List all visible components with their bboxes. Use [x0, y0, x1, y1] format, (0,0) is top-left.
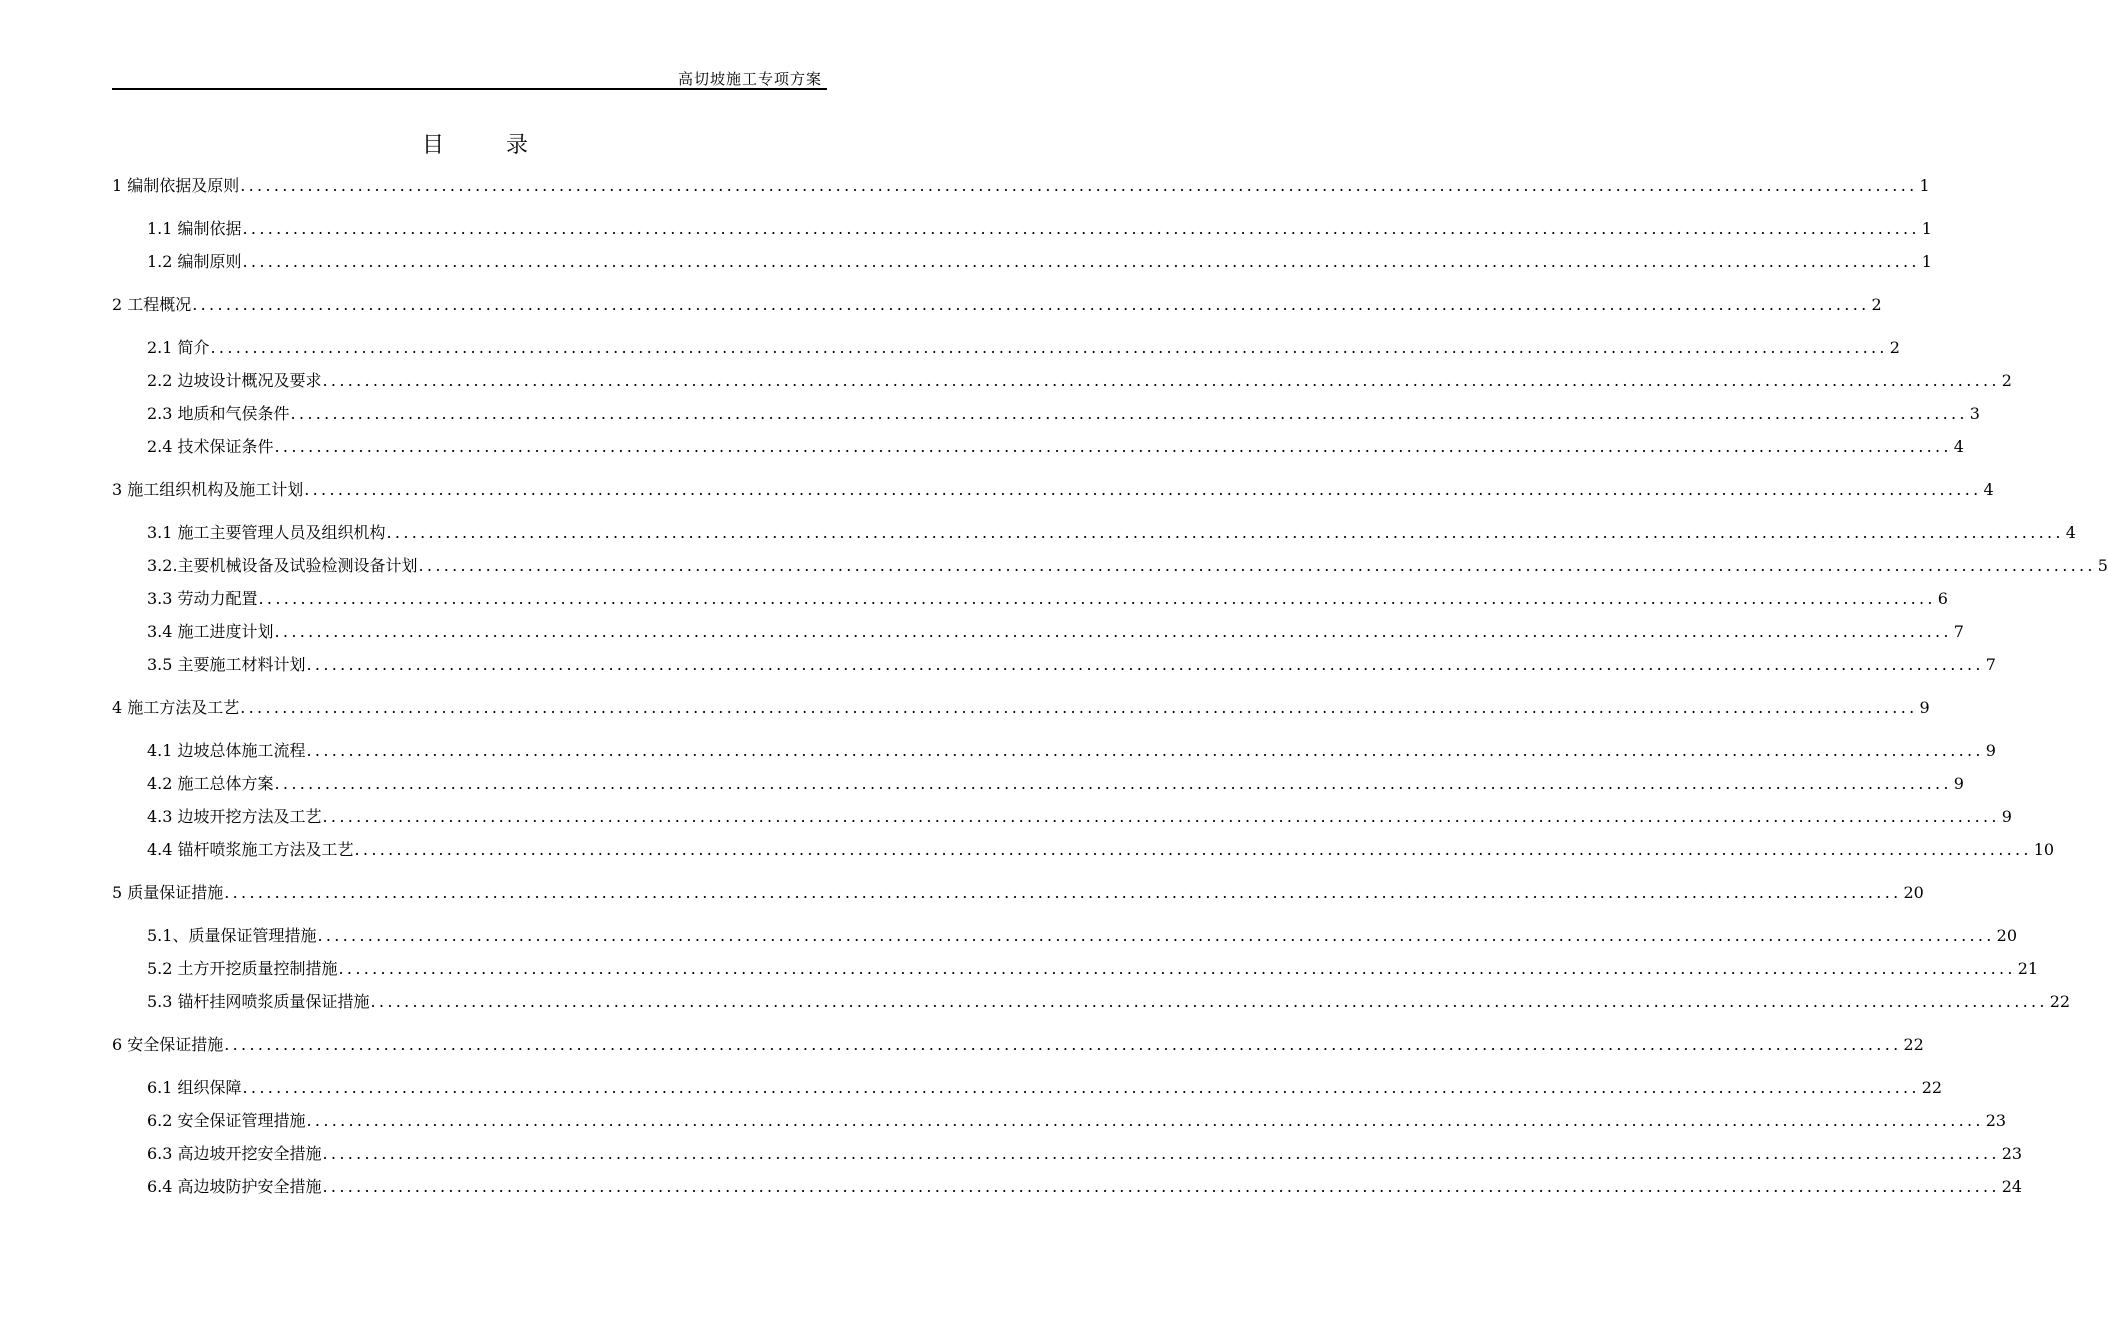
- dot-leader: ........................................................................................................................................................................................................: [240, 698, 1918, 717]
- toc-entry-page-number: 3: [1969, 404, 1980, 423]
- toc-entry-label: 5.1、质量保证管理措施: [147, 926, 317, 945]
- toc-entry[interactable]: [147, 957, 2039, 981]
- toc-entry-page-number: 1: [1919, 176, 1930, 195]
- toc-entry-page-number: 22: [1921, 1078, 1943, 1097]
- toc-entry[interactable]: [147, 1109, 2007, 1133]
- dot-leader: ........................................................................................................................................................................................................: [418, 556, 2096, 575]
- toc-entry-label: 1 编制依据及原则: [112, 176, 240, 195]
- toc-entry-page-number: 9: [1985, 741, 1996, 760]
- toc-entry-label: 3.3 劳动力配置: [147, 589, 258, 608]
- toc-entry[interactable]: [147, 772, 1964, 796]
- dot-leader: ........................................................................................................................................................................................................: [322, 371, 2000, 390]
- toc-entry-label: 2.3 地质和气侯条件: [147, 404, 290, 423]
- toc-entry[interactable]: [147, 838, 2055, 862]
- dot-leader: ........................................................................................................................................................................................................: [240, 176, 1918, 195]
- toc-entry-label: 3.5 主要施工材料计划: [147, 655, 306, 674]
- toc-entry-label: 3 施工组织机构及施工计划: [112, 480, 304, 499]
- toc-entry[interactable]: [112, 1033, 1924, 1057]
- toc-entry-page-number: 20: [1996, 926, 2017, 945]
- dot-leader: ........................................................................................................................................................................................................: [210, 338, 1888, 357]
- toc-entry[interactable]: [147, 620, 1964, 644]
- toc-entry-page-number: 2: [2001, 371, 2012, 390]
- toc-entry[interactable]: [112, 293, 1882, 317]
- toc-entry-label: 2 工程概况: [112, 295, 192, 314]
- toc-entry[interactable]: [112, 174, 1930, 198]
- toc-entry-page-number: 9: [2001, 807, 2012, 826]
- toc-entry-page-number: 9: [1919, 698, 1930, 717]
- toc-entry[interactable]: [147, 521, 2076, 545]
- toc-entry[interactable]: [147, 924, 2017, 948]
- toc-entry-label: 6.2 安全保证管理措施: [147, 1111, 306, 1130]
- dot-leader: ........................................................................................................................................................................................................: [338, 959, 2016, 978]
- toc-entry[interactable]: [147, 336, 1900, 360]
- dot-leader: ........................................................................................................................................................................................................: [258, 589, 1936, 608]
- toc-entry-page-number: 1: [1921, 219, 1932, 238]
- toc-entry-page-number: 7: [1953, 622, 1964, 641]
- toc-entry[interactable]: [147, 1076, 1943, 1100]
- toc-entry[interactable]: [147, 1175, 2023, 1199]
- toc-entry-page-number: 4: [1983, 480, 1994, 499]
- toc-entry-label: 3.1 施工主要管理人员及组织机构: [147, 523, 386, 542]
- dot-leader: ........................................................................................................................................................................................................: [274, 774, 1952, 793]
- dot-leader: ........................................................................................................................................................................................................: [322, 807, 2000, 826]
- toc-entry-page-number: 21: [2017, 959, 2039, 978]
- dot-leader: ........................................................................................................................................................................................................: [306, 655, 1984, 674]
- toc-entry-page-number: 22: [1903, 1035, 1924, 1054]
- dot-leader: ........................................................................................................................................................................................................: [322, 1177, 2000, 1196]
- dot-leader: ........................................................................................................................................................................................................: [242, 219, 1920, 238]
- toc-entry[interactable]: [112, 881, 1924, 905]
- toc-entry-label: 6.1 组织保障: [147, 1078, 242, 1097]
- dot-leader: ........................................................................................................................................................................................................: [242, 1078, 1920, 1097]
- dot-leader: ........................................................................................................................................................................................................: [306, 741, 1984, 760]
- dot-leader: ........................................................................................................................................................................................................: [370, 992, 2048, 1011]
- toc-entry[interactable]: [147, 653, 1996, 677]
- toc-entry-page-number: 7: [1985, 655, 1996, 674]
- dot-leader: ........................................................................................................................................................................................................: [322, 1144, 2000, 1163]
- dot-leader: ........................................................................................................................................................................................................: [354, 840, 2032, 859]
- toc-entry-page-number: 23: [1985, 1111, 2007, 1130]
- toc-entry[interactable]: [147, 402, 1980, 426]
- toc-entry-label: 6 安全保证措施: [112, 1035, 224, 1054]
- toc-entry-label: 5 质量保证措施: [112, 883, 224, 902]
- toc-entry-page-number: 5: [2097, 556, 2108, 575]
- toc-entry-label: 1.1 编制依据: [147, 219, 242, 238]
- dot-leader: ........................................................................................................................................................................................................: [290, 404, 1968, 423]
- toc-entry-label: 2.2 边坡设计概况及要求: [147, 371, 322, 390]
- dot-leader: ........................................................................................................................................................................................................: [192, 295, 1870, 314]
- toc-entry-page-number: 10: [2033, 840, 2055, 859]
- dot-leader: ........................................................................................................................................................................................................: [274, 437, 1952, 456]
- toc-entry[interactable]: [147, 369, 2012, 393]
- toc-entry-page-number: 23: [2001, 1144, 2023, 1163]
- toc-entry[interactable]: [147, 805, 2012, 829]
- toc-entry[interactable]: [147, 217, 1932, 241]
- dot-leader: ........................................................................................................................................................................................................: [224, 883, 1902, 902]
- toc-entry-page-number: 2: [1889, 338, 1900, 357]
- toc-entry-label: 2.1 简介: [147, 338, 210, 357]
- toc-entry-page-number: 24: [2001, 1177, 2023, 1196]
- dot-leader: ........................................................................................................................................................................................................: [386, 523, 2064, 542]
- toc-entry-label: 5.3 锚杆挂网喷浆质量保证措施: [147, 992, 370, 1011]
- toc-entry[interactable]: [147, 1142, 2023, 1166]
- toc-entry[interactable]: [147, 587, 1948, 611]
- toc-entry-label: 4.2 施工总体方案: [147, 774, 274, 793]
- toc-entry[interactable]: [112, 696, 1930, 720]
- toc-entry-page-number: 1: [1921, 252, 1932, 271]
- toc-entry-page-number: 22: [2049, 992, 2071, 1011]
- toc-entry-label: 4.4 锚杆喷浆施工方法及工艺: [147, 840, 354, 859]
- toc-entry[interactable]: [147, 250, 1932, 274]
- toc-entry-page-number: 9: [1953, 774, 1964, 793]
- toc-entry-page-number: 20: [1903, 883, 1924, 902]
- toc-entry[interactable]: [112, 478, 1994, 502]
- toc-entry[interactable]: [147, 554, 2108, 578]
- toc-entry-label: 4.1 边坡总体施工流程: [147, 741, 306, 760]
- dot-leader: ........................................................................................................................................................................................................: [317, 926, 1995, 945]
- toc-entry-page-number: 4: [2065, 523, 2076, 542]
- toc-entry-label: 5.2 土方开挖质量控制措施: [147, 959, 338, 978]
- toc-entry[interactable]: [147, 435, 1964, 459]
- toc-entry-label: 4.3 边坡开挖方法及工艺: [147, 807, 322, 826]
- dot-leader: ........................................................................................................................................................................................................: [224, 1035, 1902, 1054]
- toc-entry-label: 1.2 编制原则: [147, 252, 242, 271]
- toc-entry-label: 2.4 技术保证条件: [147, 437, 274, 456]
- dot-leader: ........................................................................................................................................................................................................: [274, 622, 1952, 641]
- toc-entry-label: 3.2.主要机械设备及试验检测设备计划: [147, 556, 418, 575]
- toc-entry-page-number: 2: [1871, 295, 1882, 314]
- running-header: 高切坡施工专项方案: [677, 70, 822, 88]
- toc-entry-label: 6.4 高边坡防护安全措施: [147, 1177, 322, 1196]
- dot-leader: ........................................................................................................................................................................................................: [304, 480, 1982, 499]
- toc-entry-label: 3.4 施工进度计划: [147, 622, 274, 641]
- dot-leader: ........................................................................................................................................................................................................: [242, 252, 1920, 271]
- toc-entry[interactable]: [147, 739, 1996, 763]
- toc-entry-page-number: 4: [1953, 437, 1964, 456]
- toc-title: 目录: [421, 133, 590, 158]
- toc-entry-label: 6.3 高边坡开挖安全措施: [147, 1144, 322, 1163]
- dot-leader: ........................................................................................................................................................................................................: [306, 1111, 1984, 1130]
- toc-entry[interactable]: [147, 990, 2071, 1014]
- toc-entry-page-number: 6: [1937, 589, 1948, 608]
- toc-entry-label: 4 施工方法及工艺: [112, 698, 240, 717]
